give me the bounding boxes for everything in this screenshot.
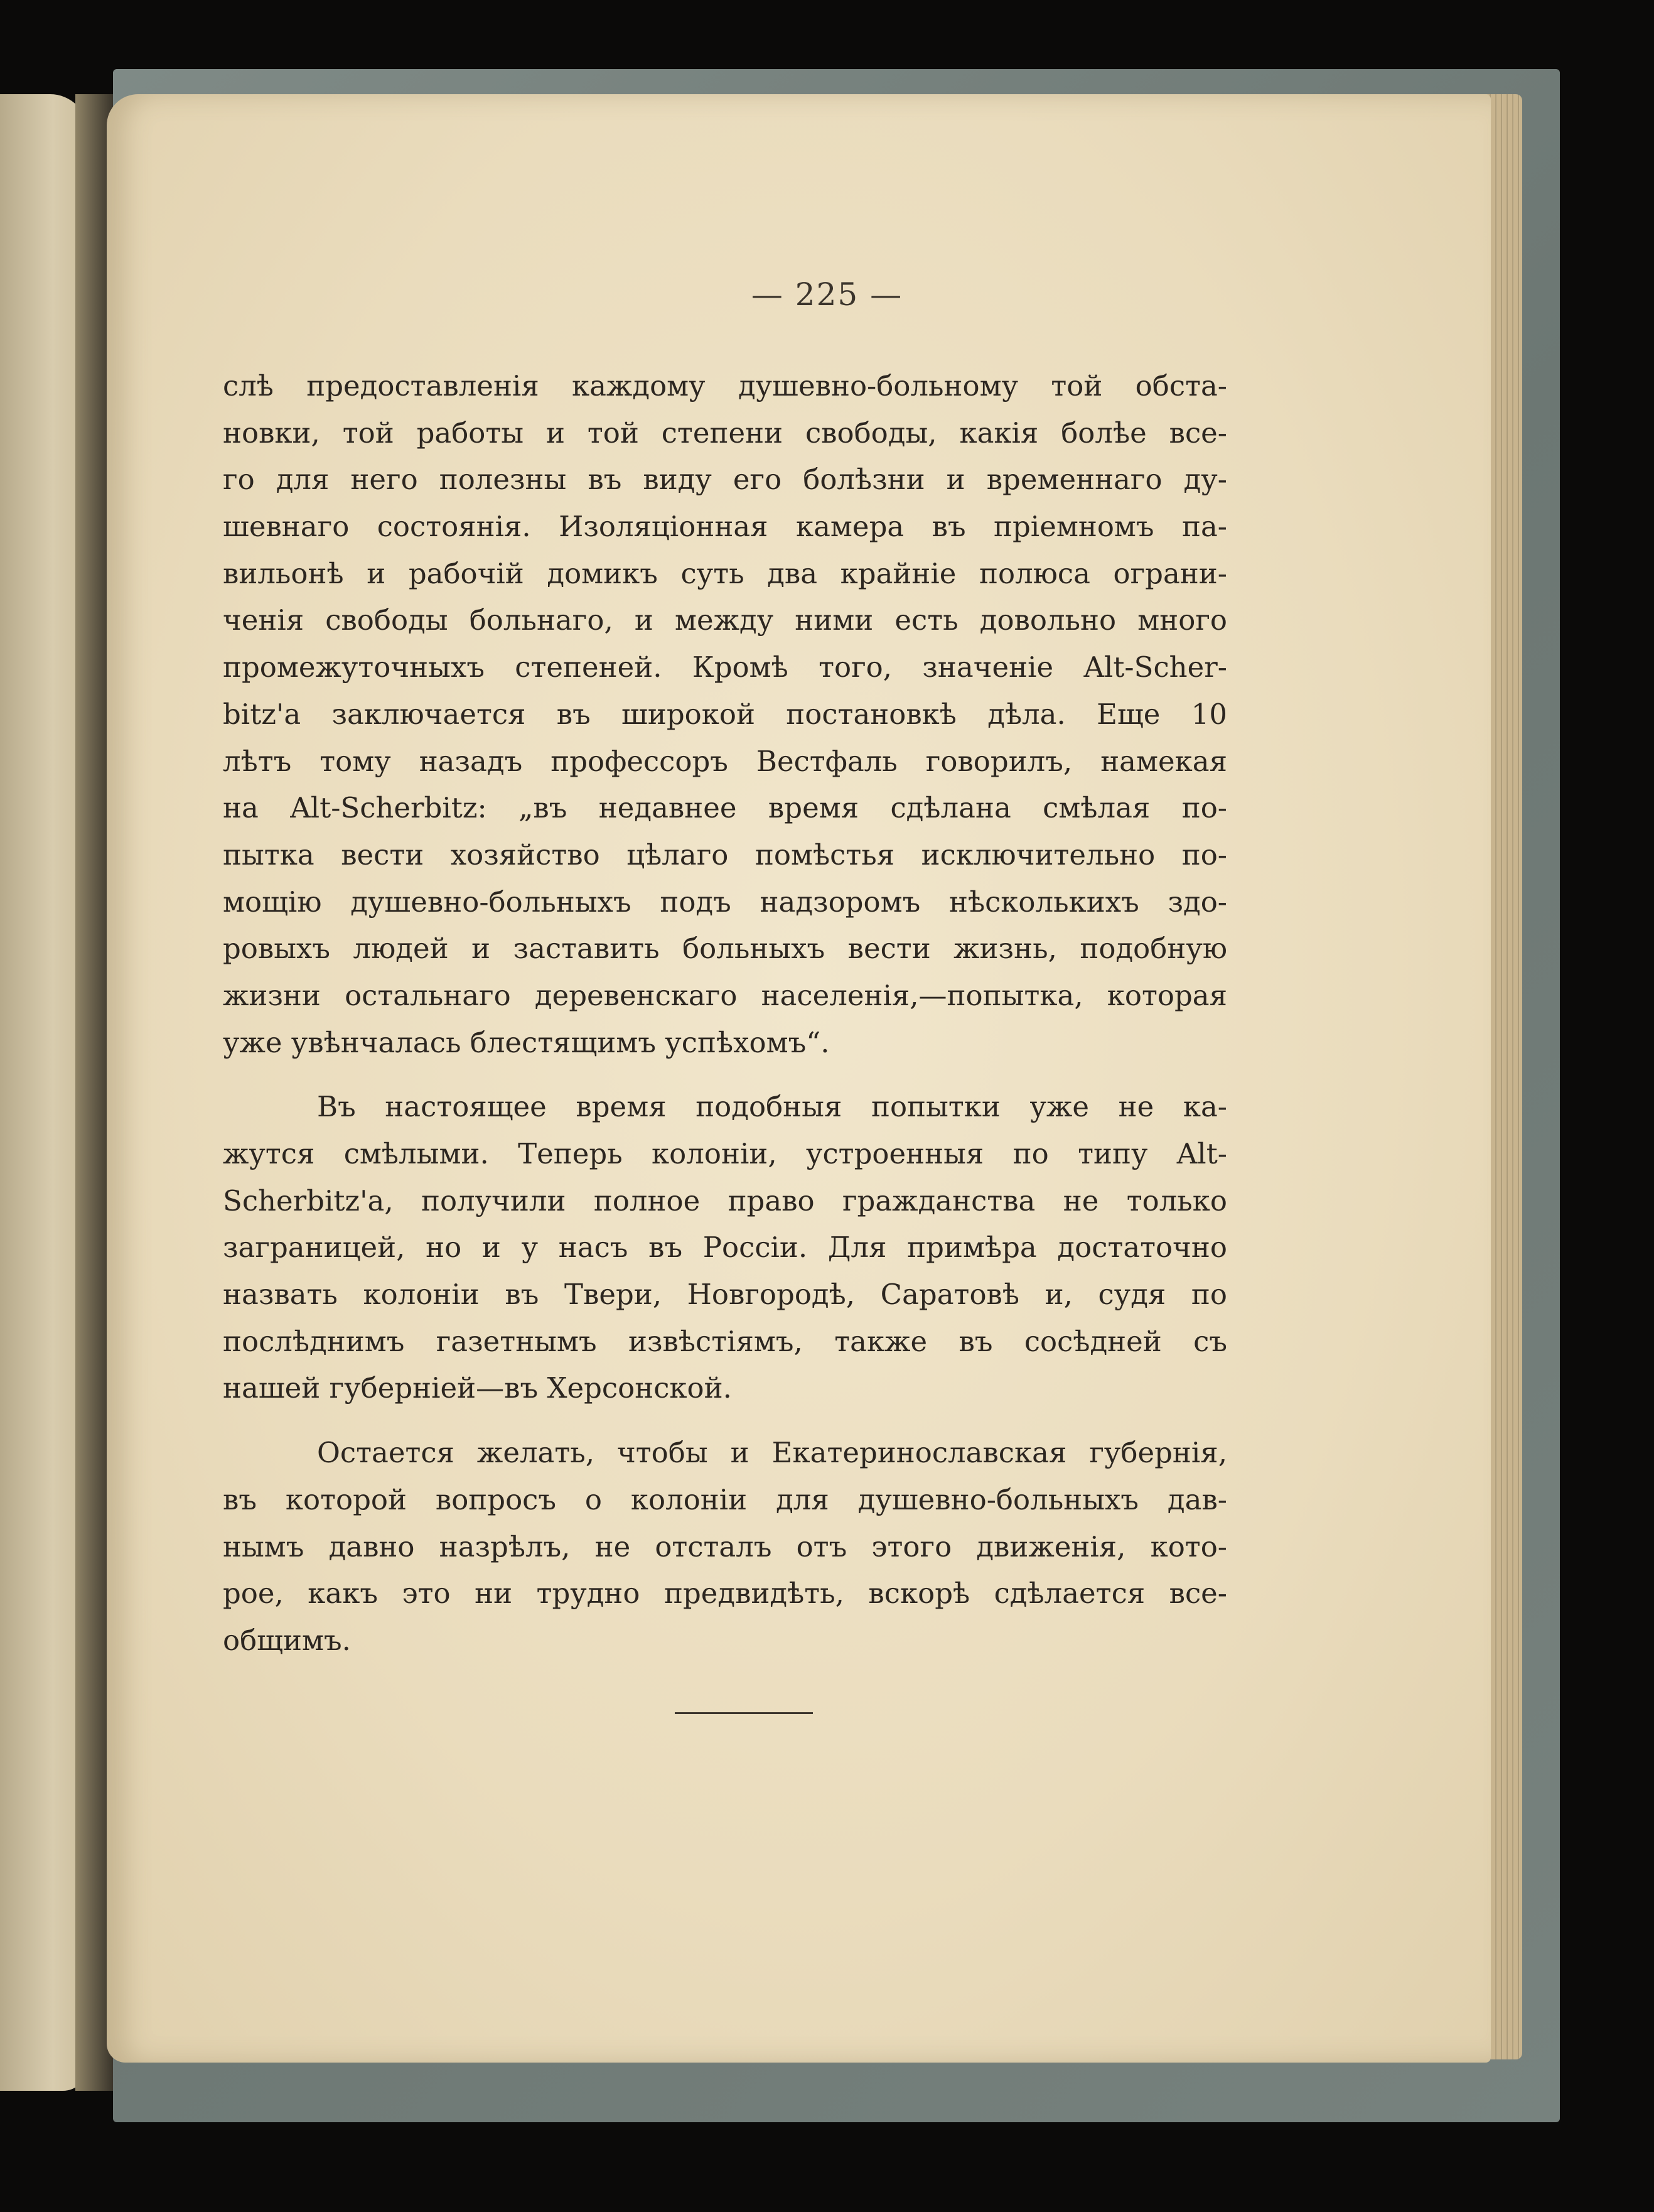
text-line: bitz'а заключается въ широкой постановкѣ дѣла. Еще 10 (223, 697, 1227, 731)
left-page-edge (0, 94, 88, 2091)
paragraph-3 (223, 1430, 1227, 1664)
text-line: въ которой вопросъ о колоніи для душевно-больныхъ дав- (223, 1482, 1227, 1516)
paragraph-gap (223, 1066, 1227, 1084)
text-line: заграницей, но и у насъ въ Россіи. Для примѣра достаточно (223, 1231, 1227, 1265)
text-line: общимъ. (223, 1623, 351, 1657)
text-line: нымъ давно назрѣлъ, не отсталъ отъ этого движенія, кото- (223, 1530, 1227, 1563)
text-line: Остается желать, чтобы и Екатеринославская губернія, (317, 1436, 1227, 1470)
paragraph-1 (223, 363, 1227, 1066)
body-text (223, 363, 1227, 1664)
text-line: Scherbitz'а, получили полное право гражданства не только (223, 1184, 1227, 1217)
text-line: го для него полезны въ виду его болѣзни и временнаго ду- (223, 463, 1227, 497)
text-line: жизни остальнаго деревенскаго населенія,—попытка, которая (223, 978, 1227, 1012)
text-line: нашей губерніей—въ Херсонской. (223, 1371, 732, 1405)
text-line: слѣ предоставленія каждому душевно-больному той обста- (223, 369, 1227, 402)
text-line: пытка вести хозяйство цѣлаго помѣстья исключительно по- (223, 838, 1227, 871)
text-line: уже увѣнчалась блестящимъ успѣхомъ“. (223, 1025, 830, 1059)
text-line: мощію душевно-больныхъ подъ надзоромъ нѣсколькихъ здо- (223, 885, 1227, 919)
text-line: на Alt-Scherbitz: „въ недавнее время сдѣлана смѣлая по- (223, 791, 1227, 825)
paragraph-2 (223, 1084, 1227, 1412)
text-line: жутся смѣлыми. Теперь колоніи, устроенныя по типу Alt- (223, 1137, 1227, 1170)
text-line: промежуточныхъ степеней. Кромѣ того, значеніе Alt-Scher- (223, 650, 1227, 684)
text-line: новки, той работы и той степени свободы, какія болѣе все- (223, 416, 1227, 450)
text-line: шевнаго состоянія. Изоляціонная камера въ пріемномъ па- (223, 510, 1227, 544)
text-line: Въ настоящее время подобныя попытки уже не ка- (317, 1090, 1227, 1124)
paragraph-gap (223, 1412, 1227, 1430)
text-line: послѣднимъ газетнымъ извѣстіямъ, также въ сосѣдней съ (223, 1324, 1227, 1358)
text-line: ровыхъ людей и заставить больныхъ вести жизнь, подобную (223, 932, 1227, 966)
text-line: ченія свободы больнаго, и между ними есть довольно много (223, 603, 1227, 637)
text-line: лѣтъ тому назадъ профессоръ Вестфаль говорилъ, намекая (223, 744, 1227, 778)
text-line: рое, какъ это ни трудно предвидѣть, вскорѣ сдѣлается все- (223, 1577, 1227, 1610)
page-number: — 225 — (751, 276, 903, 313)
end-rule (675, 1712, 813, 1714)
text-line: назвать колоніи въ Твери, Новгородѣ, Саратовѣ и, судя по (223, 1278, 1227, 1312)
text-line: вильонѣ и рабочій домикъ суть два крайніе полюса ограни- (223, 556, 1227, 590)
